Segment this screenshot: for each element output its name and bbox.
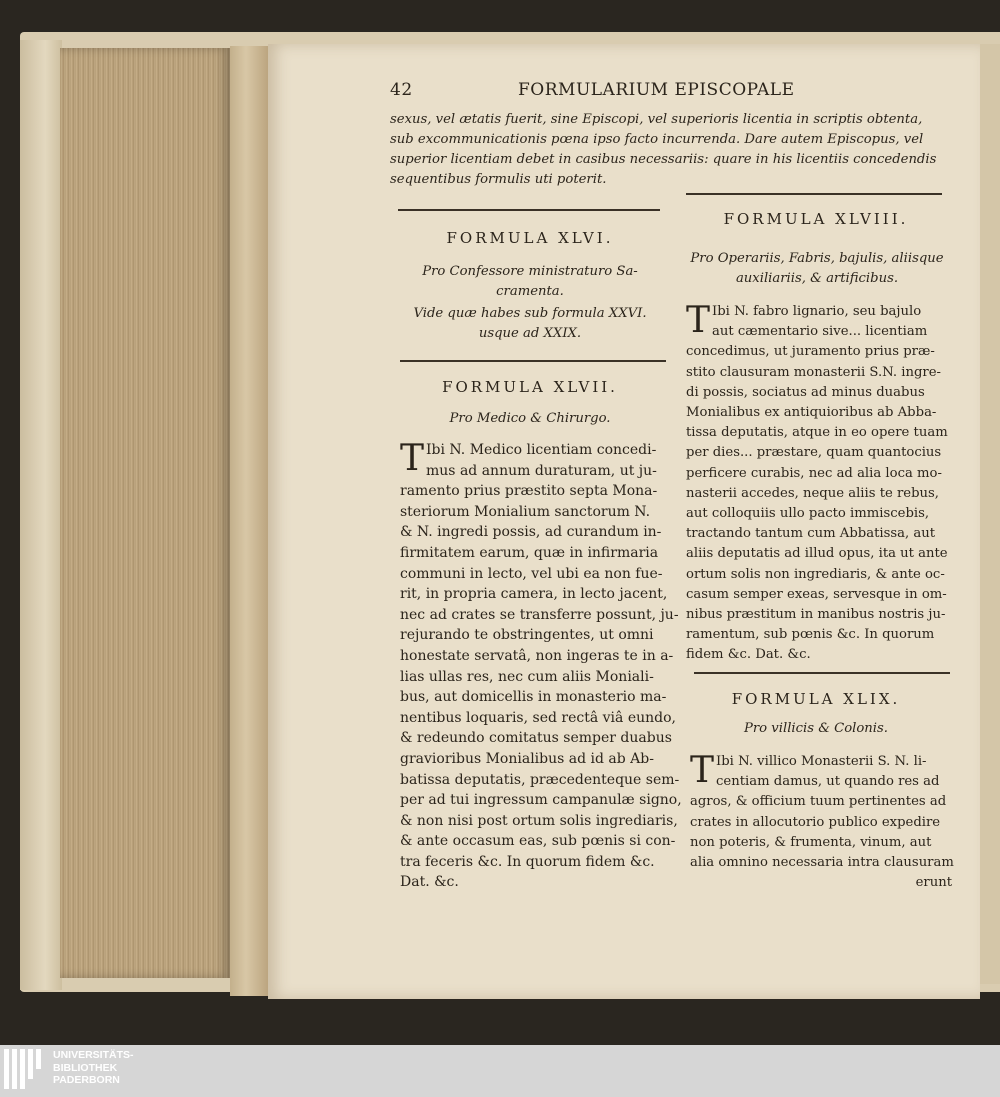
text-line: bus, aut domicellis in monasterio ma- bbox=[400, 689, 667, 706]
page-header bbox=[390, 80, 950, 102]
formula-46-heading: FORMULA XLVI. bbox=[446, 229, 614, 247]
text-line: di possis, sociatus ad minus duabus bbox=[686, 384, 925, 400]
text-line: ramento prius præstito septa Mona- bbox=[400, 483, 658, 500]
text-line: steriorum Monialium sanctorum N. bbox=[400, 503, 651, 520]
next-page-edge bbox=[980, 44, 1000, 984]
running-title: FORMULARIUM EPISCOPALE bbox=[518, 80, 795, 100]
intro-line: sequentibus formulis uti poterit. bbox=[390, 172, 607, 187]
note-line: usque ad XXIX. bbox=[478, 326, 582, 341]
subtitle-line: Pro Confessore ministraturo Sa- bbox=[422, 264, 638, 279]
text-line: casum semper exeas, servesque in om- bbox=[686, 586, 947, 602]
library-name-line: BIBLIOTHEK bbox=[53, 1061, 118, 1074]
text-line: fidem &c. Dat. &c. bbox=[686, 647, 811, 663]
library-name-line: PADERBORN bbox=[53, 1074, 120, 1086]
text-line: nec ad crates se transferre possunt, ju- bbox=[400, 606, 679, 623]
text-line: alia omnino necessaria intra clausuram bbox=[690, 855, 954, 871]
intro-line: sexus, vel ætatis fuerit, sine Episcopi, vel superioris licentia in scriptis obtenta, bbox=[390, 112, 923, 127]
page-number: 42 bbox=[390, 80, 413, 100]
text-line: aliis deputatis ad illud opus, ita ut ante bbox=[686, 546, 948, 562]
subtitle-line: auxiliariis, & artificibus. bbox=[735, 271, 899, 286]
text-line: & redeundo comitatus semper duabus bbox=[400, 730, 672, 747]
text-line: ortum solis non ingrediaris, & ante oc- bbox=[686, 566, 945, 582]
text-line: rit, in propria camera, in lecto jacent, bbox=[400, 586, 668, 603]
text-line: concedimus, ut juramento prius præ- bbox=[686, 344, 935, 360]
drop-cap: T bbox=[686, 300, 711, 341]
divider-rule bbox=[398, 209, 660, 211]
text-line: rejurando te obstringentes, ut omni bbox=[400, 627, 654, 644]
formula-46-note bbox=[400, 304, 660, 344]
text-line: nibus præstitum in manibus nostris ju- bbox=[686, 607, 946, 623]
divider-rule bbox=[686, 193, 942, 195]
library-name-line: UNIVERSITÄTS- bbox=[53, 1049, 134, 1061]
text-line: tissa deputatis, atque in eo opere tuam bbox=[686, 425, 948, 441]
subtitle-line: cramenta. bbox=[496, 284, 564, 299]
text-line: non poteris, & frumenta, vinum, aut bbox=[690, 834, 932, 850]
formula-47-subtitle: Pro Medico & Chirurgo. bbox=[449, 411, 611, 426]
formula-47-text bbox=[400, 440, 685, 893]
divider-rule bbox=[400, 360, 666, 362]
text-line: & N. ingredi possis, ad curandum in- bbox=[400, 524, 662, 541]
text-line: & non nisi post ortum solis ingrediaris, bbox=[400, 812, 678, 829]
text-line: nasterii accedes, neque aliis te rebus, bbox=[686, 485, 939, 501]
drop-cap: T bbox=[690, 750, 715, 791]
gutter bbox=[230, 46, 270, 996]
text-line: per ad tui ingressum campanulæ signo, bbox=[400, 792, 682, 809]
library-logo-icon bbox=[4, 1049, 48, 1093]
formula-46-subtitle bbox=[400, 262, 660, 302]
text-line: aut cæmentario sive... licentiam bbox=[712, 324, 928, 340]
subtitle-line: Pro Operariis, Fabris, bajulis, aliisque bbox=[690, 251, 944, 266]
intro-paragraph bbox=[390, 110, 950, 190]
text-line: honestate servatâ, non ingeras te in a- bbox=[400, 647, 674, 664]
text-line: Ibi N. villico Monasterii S. N. li- bbox=[716, 754, 927, 769]
text-line: mus ad annum duraturam, ut ju- bbox=[426, 462, 657, 479]
formula-48-text bbox=[686, 302, 956, 666]
text-line: communi in lecto, vel ubi ea non fue- bbox=[400, 565, 663, 582]
library-name bbox=[53, 1049, 134, 1087]
intro-line: sub excommunicationis pœna ipso facto incurrenda. Dare autem Episcopus, vel bbox=[390, 132, 924, 147]
text-line: Ibi N. Medico licentiam concedi- bbox=[426, 442, 657, 458]
text-line: centiam damus, ut quando res ad bbox=[716, 774, 940, 790]
text-line: perficere curabis, nec ad alia loca mo- bbox=[686, 465, 942, 481]
text-line: Dat. &c. bbox=[400, 874, 459, 891]
text-line: & ante occasum eas, sub pœnis si con- bbox=[400, 833, 676, 850]
drop-cap: T bbox=[400, 438, 425, 479]
formula-48-subtitle bbox=[682, 249, 952, 289]
formula-49-heading: FORMULA XLIX. bbox=[731, 690, 901, 708]
text-line: nentibus loquaris, sed rectâ viâ eundo, bbox=[400, 709, 676, 726]
text-line: agros, & officium tuum pertinentes ad bbox=[690, 794, 947, 810]
library-footer bbox=[0, 1045, 1000, 1097]
text-line: erunt bbox=[915, 875, 952, 891]
text-line: tractando tantum cum Abbatissa, aut bbox=[686, 526, 936, 542]
page-stack-edge bbox=[60, 48, 230, 978]
text-line: crates in allocutorio publico expedire bbox=[690, 814, 941, 830]
formula-48-heading: FORMULA XLVIII. bbox=[723, 210, 909, 228]
formula-49-text bbox=[690, 752, 956, 893]
text-line: lias ullas res, nec cum aliis Moniali- bbox=[400, 668, 654, 685]
text-line: Monialibus ex antiquioribus ab Abba- bbox=[686, 405, 937, 421]
text-line: Ibi N. fabro lignario, seu bajulo bbox=[712, 304, 922, 319]
text-line: ramentum, sub pœnis &c. In quorum bbox=[686, 627, 935, 643]
intro-line: superior licentiam debet in casibus necessariis: quare in his licentiis concedendis bbox=[390, 152, 937, 167]
text-line: gravioribus Monialibus ad id ab Ab- bbox=[400, 750, 654, 767]
text-line: tra feceris &c. In quorum fidem &c. bbox=[400, 853, 655, 870]
formula-47-heading: FORMULA XLVII. bbox=[442, 378, 618, 396]
note-line: Vide quæ habes sub formula XXVI. bbox=[413, 306, 647, 321]
formula-49-subtitle: Pro villicis & Colonis. bbox=[744, 721, 888, 736]
text-line: batissa deputatis, præcedenteque sem- bbox=[400, 771, 680, 788]
text-line: aut colloquiis ullo pacto immiscebis, bbox=[686, 506, 930, 522]
divider-rule bbox=[694, 672, 950, 674]
text-line: stito clausuram monasterii S.N. ingre- bbox=[686, 364, 941, 380]
book-spine-edge bbox=[20, 40, 62, 990]
text-line: per dies... præstare, quam quantocius bbox=[686, 445, 942, 461]
text-line: firmitatem earum, quæ in infirmaria bbox=[400, 544, 659, 561]
